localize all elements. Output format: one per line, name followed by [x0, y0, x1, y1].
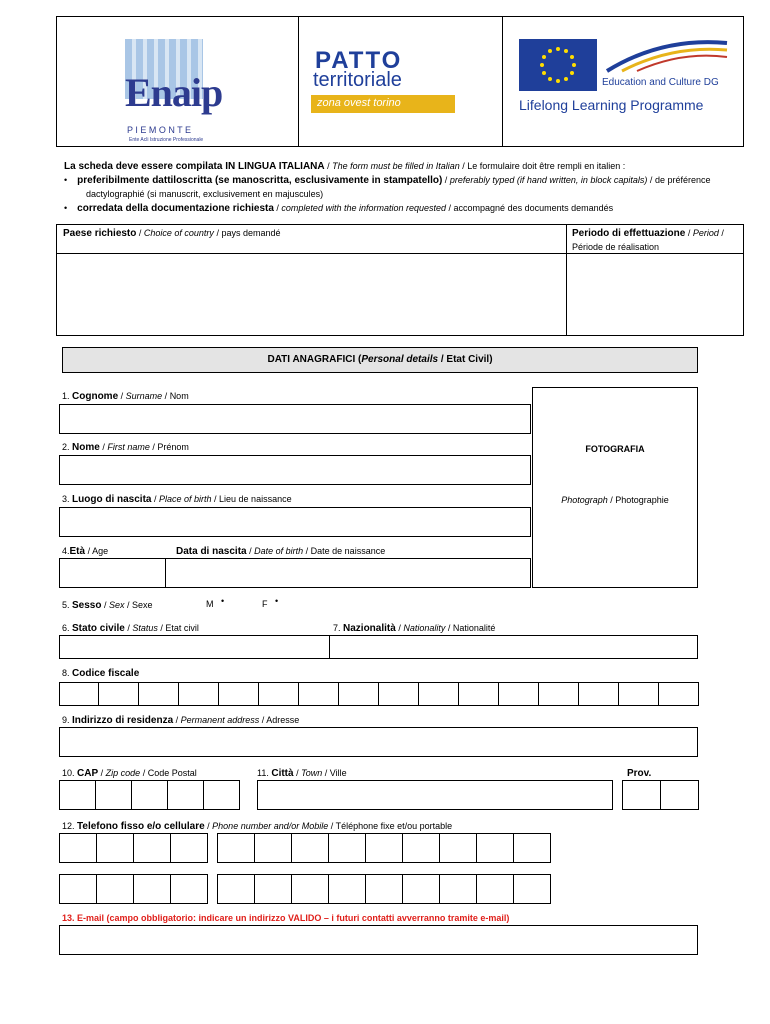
country-input[interactable] [59, 255, 564, 333]
enaip-logo [121, 39, 241, 143]
eu-stars-icon [519, 39, 597, 91]
enaip-tagline: Ente Acli Istruzione Professionale [129, 137, 204, 143]
surname-label: 1. Cognome / Surname / Nom [62, 391, 189, 402]
eu-flag [519, 39, 597, 91]
patto-logo [307, 47, 457, 117]
phone-number-cells-1[interactable] [217, 833, 551, 863]
birthplace-input[interactable] [59, 507, 531, 537]
instruction-bullet-1: • preferibilmente dattiloscritta (se manoscritta, esclusivamente in stampatello) / preferably typed (if hand written, in block capitals) / de préférence [64, 175, 711, 186]
photo-title: FOTOGRAFIA [585, 444, 645, 454]
period-label-fr: Période de réalisation [572, 242, 660, 252]
birthdate-input[interactable] [165, 558, 531, 588]
firstname-label: 2. Nome / First name / Prénom [62, 442, 189, 453]
photo-box[interactable] [532, 387, 698, 588]
patto-subtitle: territoriale [313, 69, 402, 91]
period-input[interactable] [569, 255, 741, 333]
country-period-table [56, 224, 744, 336]
sex-option-m[interactable]: M • [206, 596, 225, 609]
nationality-label: 7. Nazionalità / Nationality / Nationalité [333, 623, 496, 634]
country-label: Paese richiesto / Choice of country / pays demandé [63, 228, 281, 239]
radio-dot-icon: • [221, 596, 225, 606]
enaip-region: P I E M O N T E [127, 125, 192, 135]
lifelong-label: Lifelong Learning Programme [519, 97, 704, 113]
address-input[interactable] [59, 727, 698, 757]
instruction-line-1: La scheda deve essere compilata IN LINGUA ITALIANA / The form must be filled in Italian / Le formulaire doit être rempli en italien : [64, 161, 626, 172]
radio-dot-icon: • [275, 596, 279, 606]
phone-label: 12. Telefono fisso e/o cellulare / Phone number and/or Mobile / Téléphone fixe et/ou portable [62, 821, 453, 832]
bullet-icon: • [64, 203, 68, 213]
email-input[interactable] [59, 925, 698, 955]
instruction-bullet-2: • corredata della documentazione richiesta / completed with the information requested / accompagné des documents demandés [64, 203, 614, 214]
header-divider-2 [502, 17, 503, 146]
cap-cells[interactable] [59, 780, 240, 810]
age-label: 4.Età / Age [62, 546, 109, 557]
lifelong-swoosh-icon [602, 37, 732, 77]
firstname-input[interactable] [59, 455, 531, 485]
sex-label: 5. Sesso / Sex / Sexe [62, 600, 153, 611]
civil-status-input[interactable] [59, 635, 330, 659]
period-label: Periodo di effettuazione / Period / [572, 228, 724, 239]
city-input[interactable] [257, 780, 613, 810]
eu-dg-label: Education and Culture DG [602, 77, 719, 88]
fiscal-code-cells[interactable] [59, 682, 699, 706]
prov-label: Prov. [627, 768, 652, 779]
birthplace-label: 3. Luogo di nascita / Place of birth / Lieu de naissance [62, 494, 292, 505]
birthdate-label: Data di nascita / Date of birth / Date de naissance [176, 546, 386, 557]
address-label: 9. Indirizzo di residenza / Permanent address / Adresse [62, 715, 300, 726]
patto-zone: zona ovest torino [317, 97, 401, 109]
sex-option-f[interactable]: F • [262, 596, 279, 609]
prov-cells[interactable] [622, 780, 699, 810]
instruction-bullet-1-cont: dactylographié (si manuscrit, exclusivement en majuscules) [86, 189, 324, 199]
surname-input[interactable] [59, 404, 531, 434]
civil-status-label: 6. Stato civile / Status / Etat civil [62, 623, 199, 634]
nationality-input[interactable] [329, 635, 698, 659]
fiscal-code-label: 8. Codice fiscale [62, 668, 140, 679]
city-label: 11. Città / Town / Ville [257, 768, 347, 779]
patto-title: PATTO [315, 47, 403, 74]
email-label: 13. E-mail (campo obbligatorio: indicare un indirizzo VALIDO – i futuri contatti avverranno tramite e-mail) [62, 913, 510, 923]
enaip-wordmark: Enaip [125, 70, 223, 115]
header-divider-1 [298, 17, 299, 146]
phone-prefix-cells-1[interactable] [59, 833, 208, 863]
header-logos [56, 16, 744, 147]
cap-label: 10. CAP / Zip code / Code Postal [62, 768, 197, 779]
bullet-icon: • [64, 175, 68, 185]
age-input[interactable] [59, 558, 166, 588]
section-title: DATI ANAGRAFICI (Personal details / Etat Civil) [62, 347, 698, 373]
photo-caption: Photograph / Photographie [561, 495, 669, 505]
phone-number-cells-2[interactable] [217, 874, 551, 904]
phone-prefix-cells-2[interactable] [59, 874, 208, 904]
